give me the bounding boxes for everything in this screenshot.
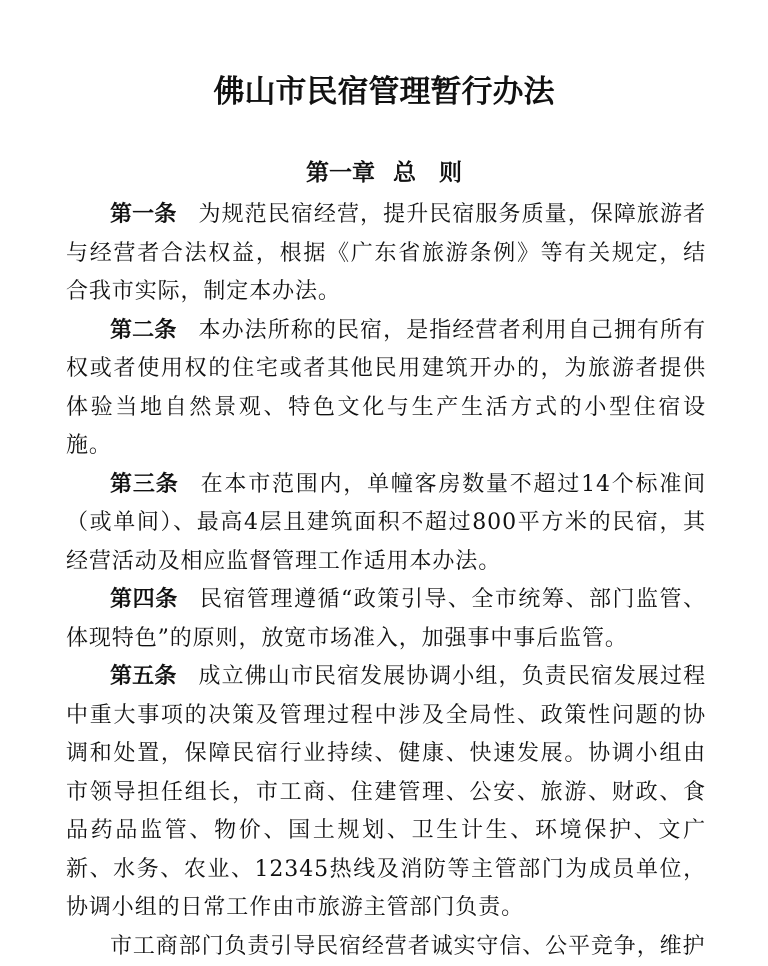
chapter-number: 第一章 bbox=[306, 159, 375, 186]
article-number: 第三条 bbox=[110, 472, 179, 497]
article-number: 第五条 bbox=[110, 664, 177, 689]
article-paragraph bbox=[66, 312, 706, 466]
article-number: 第二条 bbox=[110, 318, 177, 343]
article-paragraph bbox=[66, 196, 706, 312]
document-body bbox=[66, 196, 706, 966]
document-title: 佛山市民宿管理暂行办法 bbox=[0, 70, 768, 114]
chapter-title bbox=[0, 155, 768, 191]
article-text: 为规范民宿经营，提升民宿服务质量，保障旅游者与经营者合法权益，根据《广东省旅游条例》等有关规定，结合我市实际，制定本办法。 bbox=[66, 202, 706, 304]
article-paragraph bbox=[66, 658, 706, 928]
chapter-name: 总 则 bbox=[393, 159, 462, 186]
article-number: 第一条 bbox=[110, 202, 177, 227]
article-number: 第四条 bbox=[110, 587, 178, 612]
paragraph-text: 市工商部门负责引导民宿经营者诚实守信、公平竞争，维护 bbox=[110, 934, 705, 959]
article-paragraph bbox=[66, 581, 706, 658]
continuation-paragraph bbox=[66, 928, 706, 966]
article-text: 民宿管理遵循“政策引导、全市统筹、部门监管、体现特色”的原则，放宽市场准入，加强事中事后监管。 bbox=[66, 587, 706, 651]
article-paragraph bbox=[66, 466, 706, 582]
article-text: 成立佛山市民宿发展协调小组，负责民宿发展过程中重大事项的决策及管理过程中涉及全局性、政策性问题的协调和处置，保障民宿行业持续、健康、快速发展。协调小组由市领导担任组长，市工商、住建管理、公安、旅游、财政、食品药品监管、物价、国土规划、卫生计生、环境保护、文广新、水务、农业、12345热线及消防等主管部门为成员单位，协调小组的日常工作由市旅游主管部门负责。 bbox=[66, 664, 706, 920]
article-text: 在本市范围内，单幢客房数量不超过14个标准间（或单间）、最高4层且建筑面积不超过800平方米的民宿，其经营活动及相应监督管理工作适用本办法。 bbox=[66, 472, 706, 574]
article-text: 本办法所称的民宿，是指经营者利用自己拥有所有权或者使用权的住宅或者其他民用建筑开办的，为旅游者提供体验当地自然景观、特色文化与生产生活方式的小型住宿设施。 bbox=[66, 318, 706, 459]
